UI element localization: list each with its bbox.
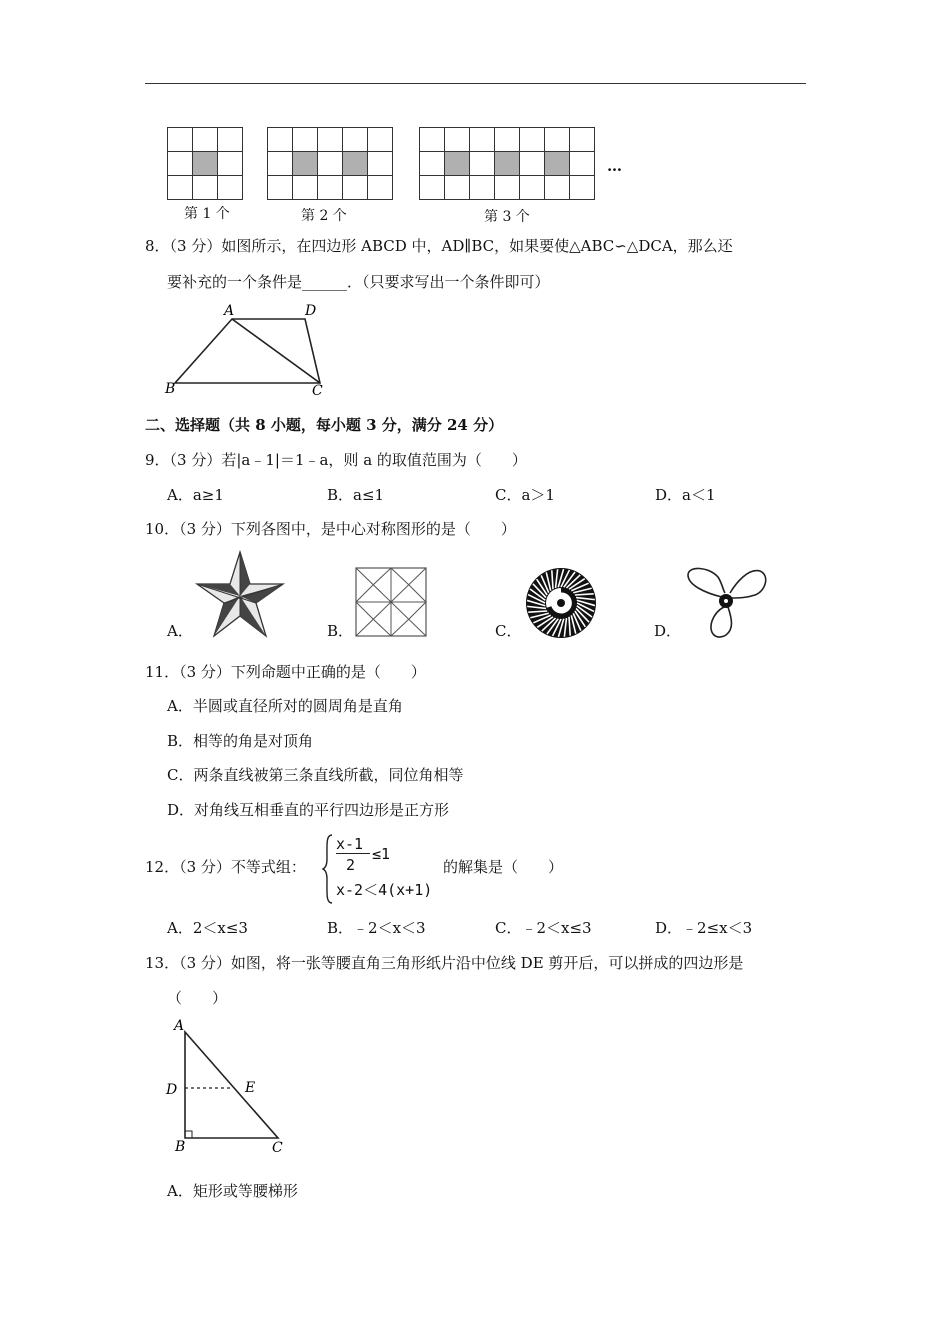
q10-option-b-label: B．: [327, 622, 354, 640]
q8-label-a: A: [224, 303, 235, 319]
q10-option-a-label: A．: [167, 622, 193, 640]
q10-option-c-label: C．: [495, 622, 522, 640]
q12-stem-suffix: 的解集是（ ）: [443, 858, 564, 876]
q9-option-c: C．a＞1: [495, 486, 555, 504]
q13-label-c: C: [272, 1140, 283, 1156]
q10-option-d-label: D．: [654, 622, 682, 640]
fan-figure: [680, 563, 770, 643]
grid-pattern-3: [419, 127, 597, 201]
q13-label-d: D: [166, 1082, 178, 1098]
q12-fraction-numerator: x-1: [336, 835, 364, 853]
q13-label-b: B: [175, 1139, 186, 1155]
q8-stem-line2: 要补充的一个条件是______．（只要求写出一个条件即可）: [167, 273, 550, 291]
q12-option-a: A．2＜x≤3: [167, 919, 248, 937]
q8-stem-line1: 8．（3 分）如图所示，在四边形 ABCD 中，AD∥BC，如果要使△ABC∽△DCA，那么还: [145, 237, 733, 255]
header-rule: [145, 83, 806, 84]
q12-option-d: D．﹣2≤x＜3: [655, 919, 753, 937]
q12-option-c: C．﹣2＜x≤3: [495, 919, 592, 937]
q9-stem: 9．（3 分）若|a﹣1|＝1﹣a，则 a 的取值范围为（ ）: [145, 451, 527, 469]
q12-inequality1-relation: ≤1: [372, 845, 391, 863]
spiral-circle-figure: [524, 566, 598, 640]
pinwheel-figure: [355, 567, 427, 637]
q8-trapezoid-figure: [160, 300, 340, 400]
q11-option-b: B．相等的角是对顶角: [167, 732, 314, 750]
q11-option-d: D．对角线互相垂直的平行四边形是正方形: [167, 801, 450, 819]
section-heading: 二、选择题（共 8 小题，每小题 3 分，满分 24 分）: [145, 416, 504, 434]
ellipsis: …: [607, 157, 622, 175]
grid-caption-2: 第 2 个: [301, 208, 347, 224]
q9-option-a: A．a≥1: [167, 486, 224, 504]
grid-pattern-2: [267, 127, 395, 201]
q8-label-c: C: [312, 383, 323, 399]
q13-triangle-figure: [160, 1012, 290, 1157]
q9-option-b: B．a≤1: [327, 486, 385, 504]
q10-stem: 10．（3 分）下列各图中，是中心对称图形的是（ ）: [145, 520, 516, 538]
q13-option-a: A．矩形或等腰梯形: [167, 1182, 298, 1200]
grid-pattern-1: [167, 127, 245, 201]
q11-stem: 11．（3 分）下列命题中正确的是（ ）: [145, 663, 426, 681]
q13-label-e: E: [245, 1080, 256, 1096]
q12-fraction-denominator: 2: [346, 856, 356, 874]
q11-option-c: C．两条直线被第三条直线所截，同位角相等: [167, 766, 464, 784]
grid-caption-3: 第 3 个: [484, 209, 530, 225]
q9-option-d: D．a＜1: [655, 486, 716, 504]
q8-label-b: B: [165, 381, 176, 397]
q8-label-d: D: [305, 303, 317, 319]
q12-inequality2: x-2＜4(x+1): [336, 881, 433, 899]
q12-stem-prefix: 12．（3 分）不等式组：: [145, 858, 306, 876]
q12-fraction-bar: [336, 853, 370, 854]
q13-paren: （ ）: [167, 989, 228, 1007]
star-figure: [195, 550, 285, 638]
q13-stem: 13．（3 分）如图，将一张等腰直角三角形纸片沿中位线 DE 剪开后，可以拼成的四边形是: [145, 954, 744, 972]
grid-caption-1: 第 1 个: [184, 206, 230, 222]
inequality-brace: [322, 834, 334, 904]
q11-option-a: A．半圆或直径所对的圆周角是直角: [167, 697, 403, 715]
q13-label-a: A: [174, 1018, 185, 1034]
q12-option-b: B．﹣2＜x＜3: [327, 919, 426, 937]
